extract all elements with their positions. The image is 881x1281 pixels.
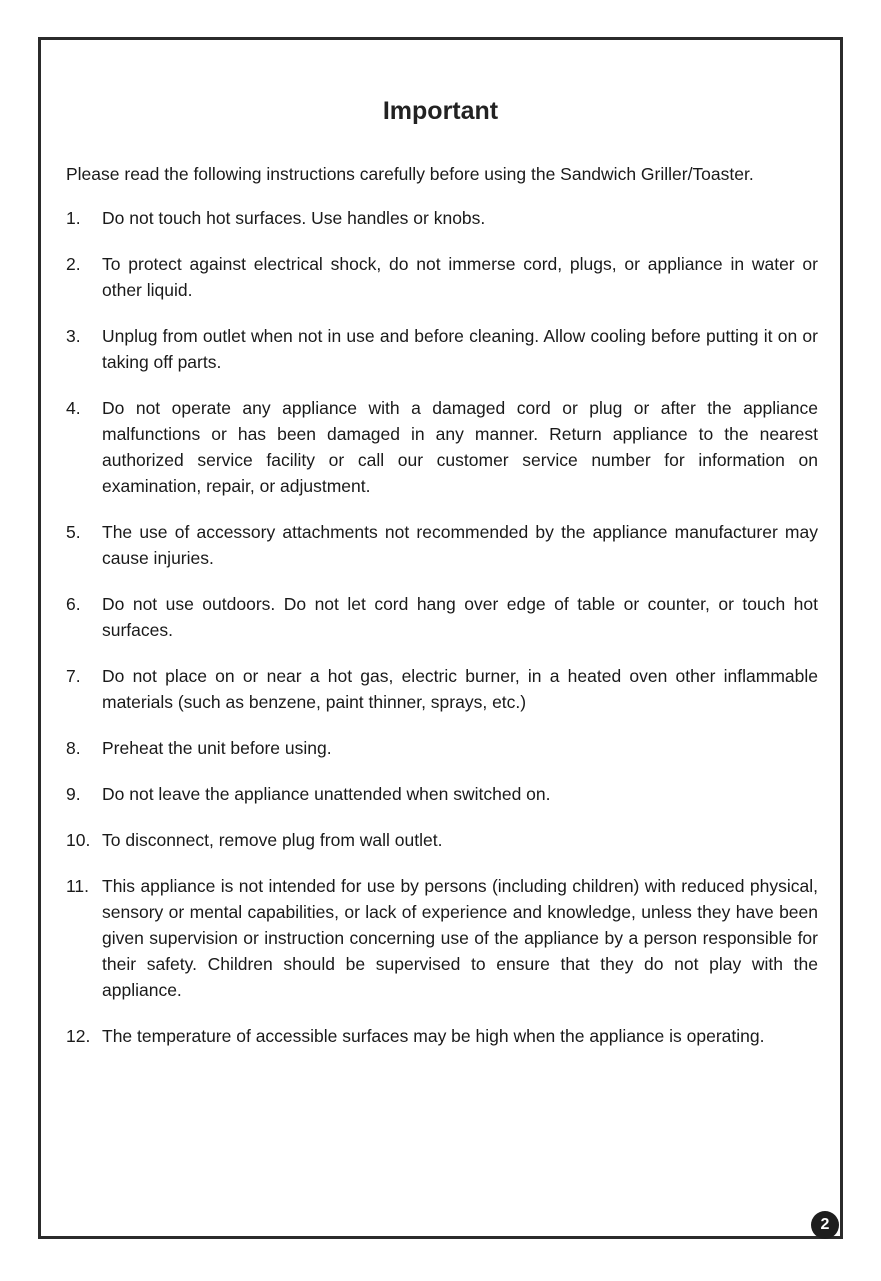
item-number: 7. [66,666,81,686]
item-text: Do not touch hot surfaces. Use handles or knobs. [102,208,486,228]
item-number: 12. [66,1026,91,1046]
item-number: 2. [66,254,81,274]
item-text: The temperature of accessible surfaces may be high when the appliance is operating. [102,1026,765,1046]
list-item [66,395,818,499]
item-number: 1. [66,208,81,228]
item-number: 4. [66,398,81,418]
item-number: 9. [66,784,81,804]
page-number-badge: 2 [811,1211,839,1239]
list-item [66,735,818,761]
list-item [66,873,818,1003]
list-item [66,1023,818,1049]
item-text: To disconnect, remove plug from wall outlet. [102,830,443,850]
item-text: Do not leave the appliance unattended when switched on. [102,784,551,804]
item-text: Unplug from outlet when not in use and before cleaning. Allow cooling before putting it on or taking off parts. [102,326,818,372]
item-text: This appliance is not intended for use by persons (including children) with reduced physical, sensory or mental capabilities, or lack of experience and knowledge, unless they have been given supervision or instruction concerning use of the appliance by a person responsible for their safety. Children should be supervised to ensure that they do not play with the appliance. [102,876,818,1000]
list-item [66,251,818,303]
item-text: Preheat the unit before using. [102,738,332,758]
item-text: Do not place on or near a hot gas, electric burner, in a heated oven other inflammable materials (such as benzene, paint thinner, sprays, etc.) [102,666,818,712]
item-text: To protect against electrical shock, do not immerse cord, plugs, or appliance in water or other liquid. [102,254,818,300]
intro-text: Please read the following instructions carefully before using the Sandwich Griller/Toaster. [66,164,754,184]
page-title: Important [382,97,499,125]
item-text: The use of accessory attachments not recommended by the appliance manufacturer may cause injuries. [102,522,818,568]
list-item [66,781,818,807]
list-item [66,663,818,715]
instruction-list [66,205,818,1069]
item-number: 8. [66,738,81,758]
item-number: 11. [66,876,90,896]
item-number: 5. [66,522,81,542]
item-number: 3. [66,326,81,346]
list-item [66,827,818,853]
list-item [66,519,818,571]
list-item [66,591,818,643]
list-item [66,323,818,375]
item-text: Do not operate any appliance with a damaged cord or plug or after the appliance malfunctions or has been damaged in any manner. Return appliance to the nearest authorized service facility or call our customer service number for information on examination, repair, or adjustment. [102,398,818,496]
item-text: Do not use outdoors. Do not let cord hang over edge of table or counter, or touch hot surfaces. [102,594,818,640]
item-number: 6. [66,594,81,614]
list-item [66,205,818,231]
item-number: 10. [66,830,91,850]
